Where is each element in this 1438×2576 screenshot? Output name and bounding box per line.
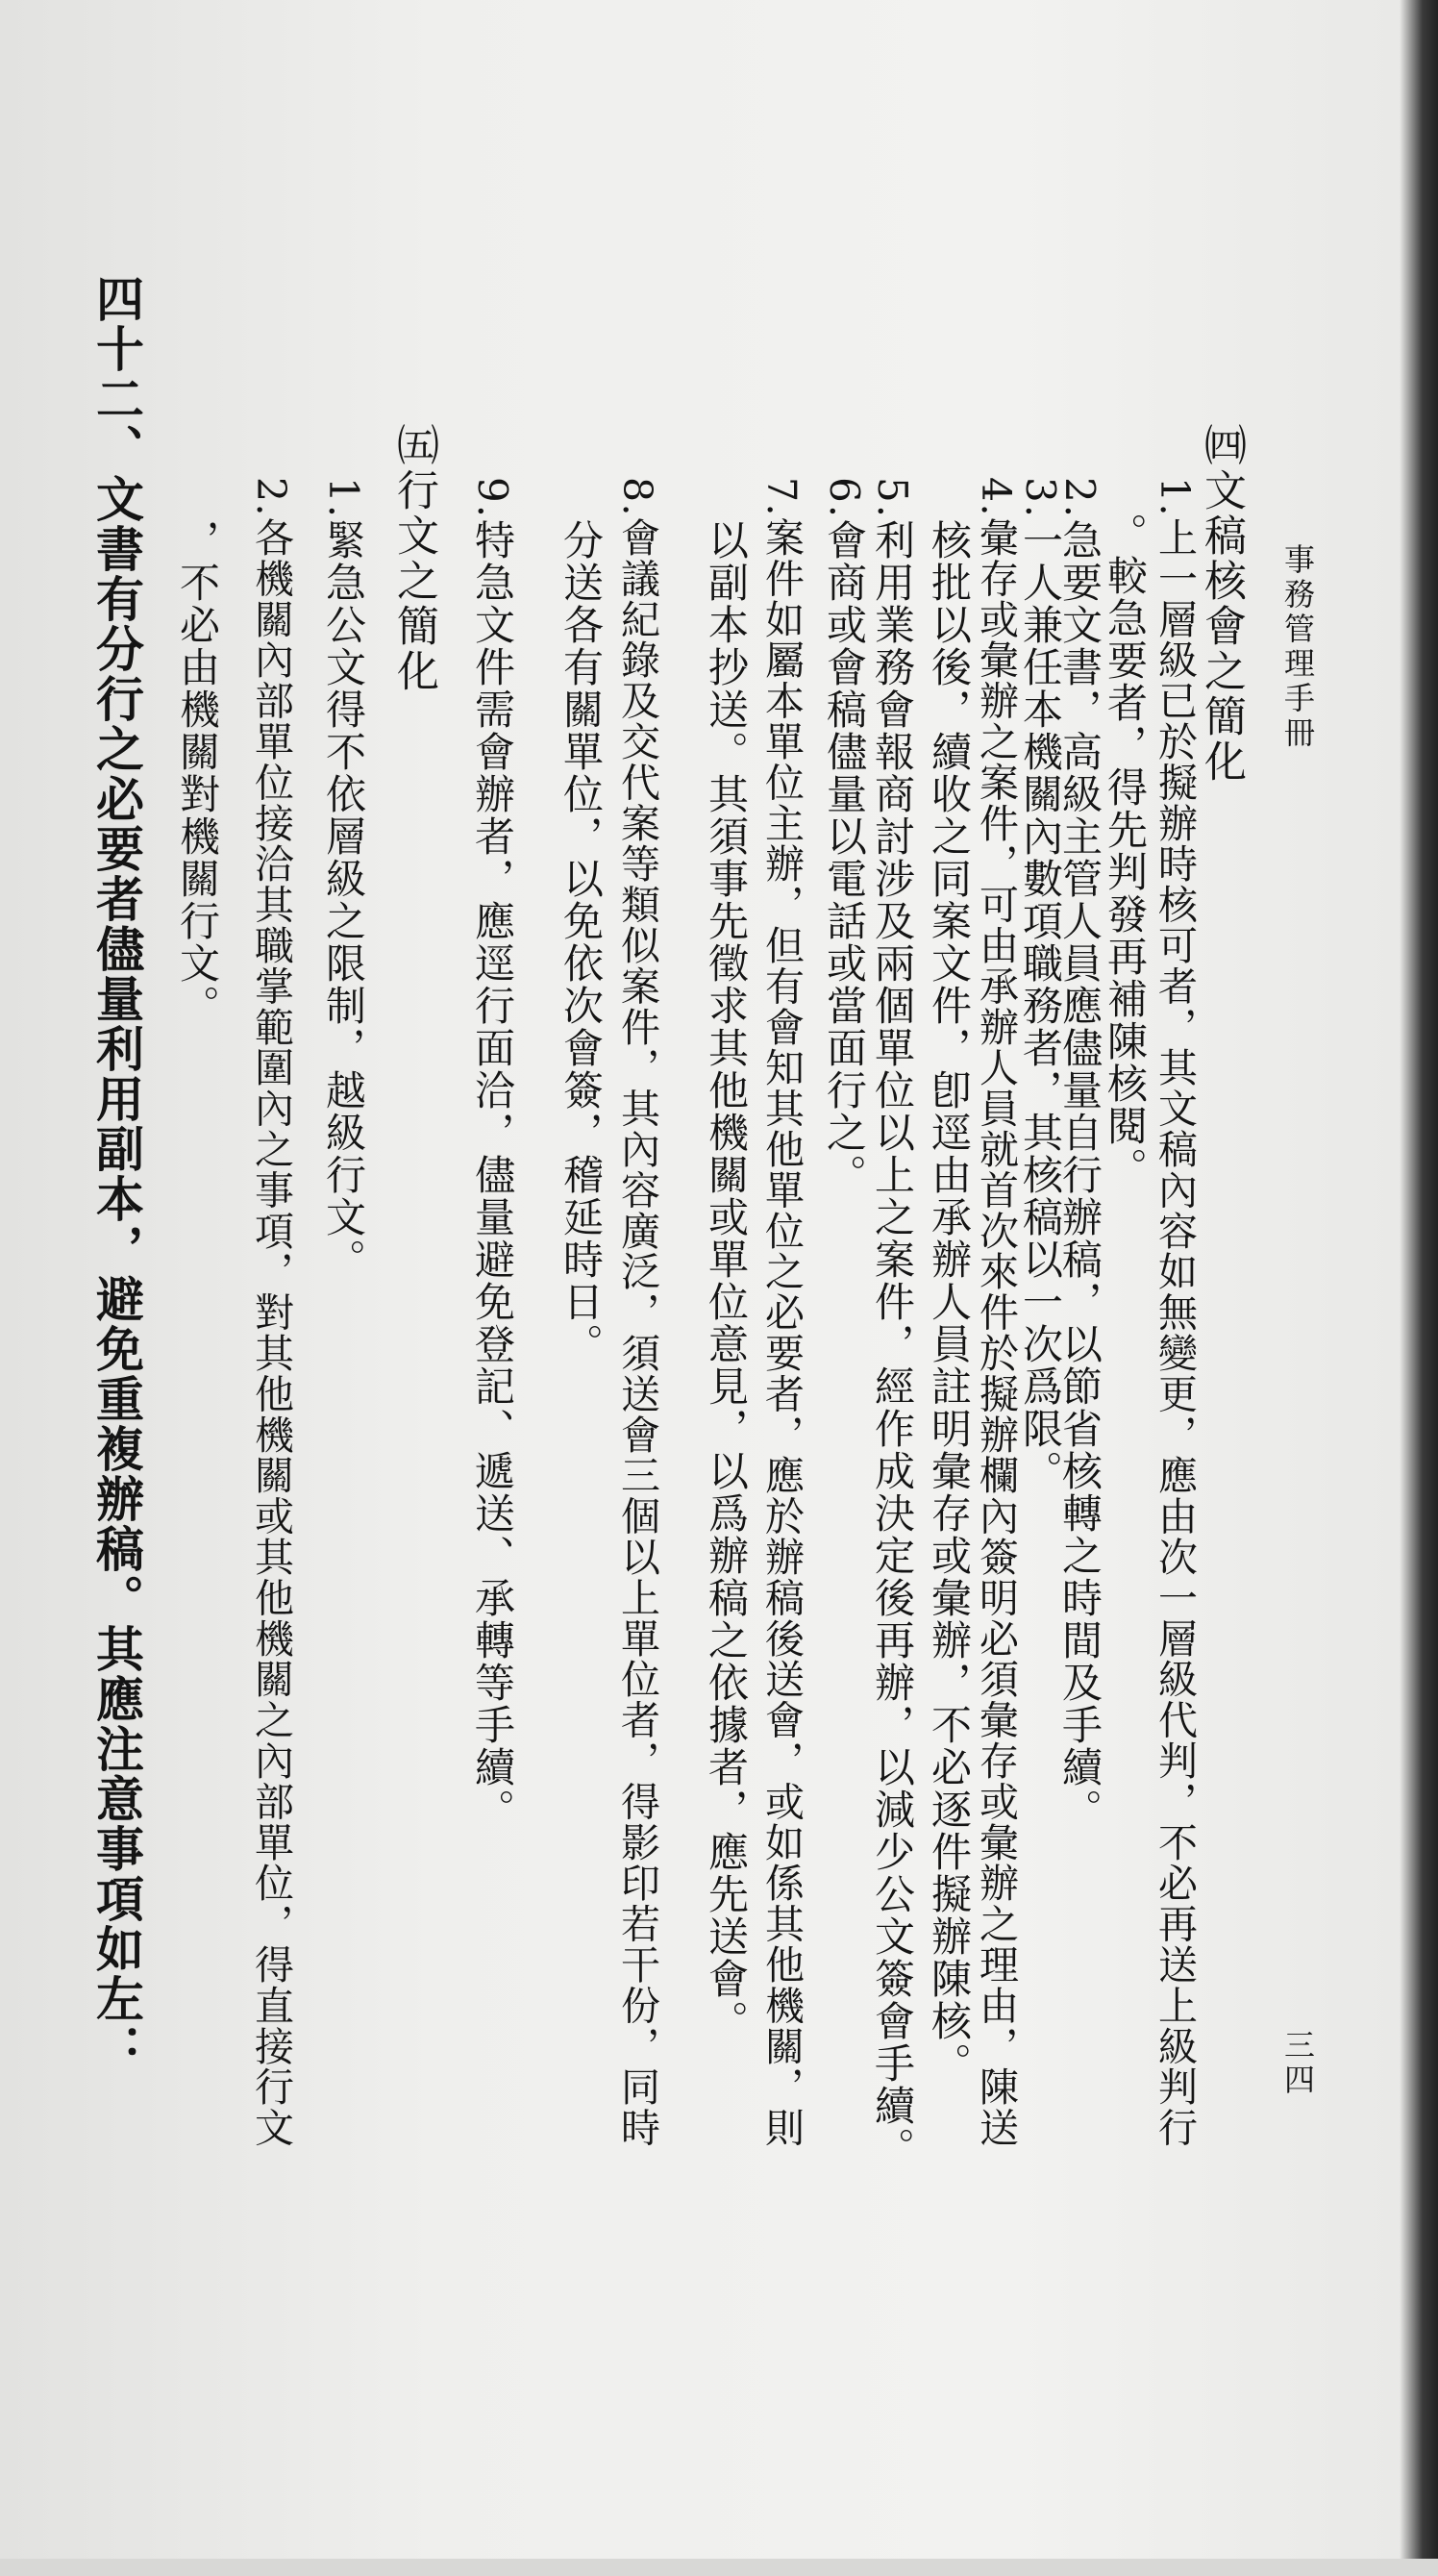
paragraph-line: 4.彙存或彙辦之案件，可由承辦人員就首次來件於擬辦欄內簽明必須彙存或彙辦之理由，陳送 [973,477,1019,2148]
paragraph-line: 核批以後，續收之同案文件，卽逕由承辦人員註明彙存或彙辦，不必逐件擬辦陳核。 [926,519,973,2085]
paragraph-line: 1.緊急公文得不依層級之限制，越級行文。 [320,477,367,1282]
section-heading-five: ㈤行文之簡化 [389,423,438,694]
paragraph-line: 2.各機關內部單位接洽其職掌範圍內之事項，對其他機關或其他機關之內部單位，得直接行文 [248,477,294,2148]
page-bottom-edge [0,2559,1438,2576]
paragraph-line: 5.利用業務會報商討涉及兩個單位以上之案件，經作成決定後再辦，以減少公文簽會手續。 [869,477,916,2170]
running-header-title: 事務管理手冊 [1279,543,1316,751]
paragraph-line: 。較急要者，得先判發再補陳核閱。 [1102,513,1149,1189]
paragraph-line: 2.急要文書，高級主管人員應儘量自行辦稿，以節省核轉之時間及手續。 [1056,477,1103,1832]
paragraph-line: 7.案件如屬本單位主辦，但有會知其他單位之必要者，應於辦稿後送會，或如係其他機關，則 [758,477,805,2148]
page-shadow-edge [1400,0,1438,2576]
paragraph-line: 8.會議紀錄及交代案等類似案件，其內容廣泛，須送會三個以上單位者，得影印若干份，同時 [614,477,660,2148]
paragraph-line: 3.一人兼任本機關內數項職務者，其核稿以一次爲限。 [1017,477,1064,1493]
paragraph-line: ，不必由機關對機關行文。 [174,519,221,1027]
paragraph-line: 以副本抄送。其須事先徵求其他機關或單位意見，以爲辦稿之依據者，應先送會。 [703,519,750,2042]
section-heading-four: ㈣文稿核會之簡化 [1197,423,1246,785]
article-42-line: 四十二、文書有分行之必要者儘量利用副本，避免重複辦稿。其應注意事項如左： [88,274,145,2074]
paragraph-line: 6.會商或會稿儘量以電話或當面行之。 [821,477,868,1197]
paragraph-line: 9.特急文件需會辦者，應逕行面洽，儘量避免登記、遞送、承轉等手續。 [469,477,516,1832]
paragraph-line: 1.上一層級已於擬辦時核可者，其文稿內容如無變更，應由次一層級代判，不必再送上級判行 [1152,477,1198,2148]
page-number: 三四 [1279,2029,1316,2098]
paragraph-line: 分送各有關單位，以免依次會簽，稽延時日。 [558,519,605,1365]
